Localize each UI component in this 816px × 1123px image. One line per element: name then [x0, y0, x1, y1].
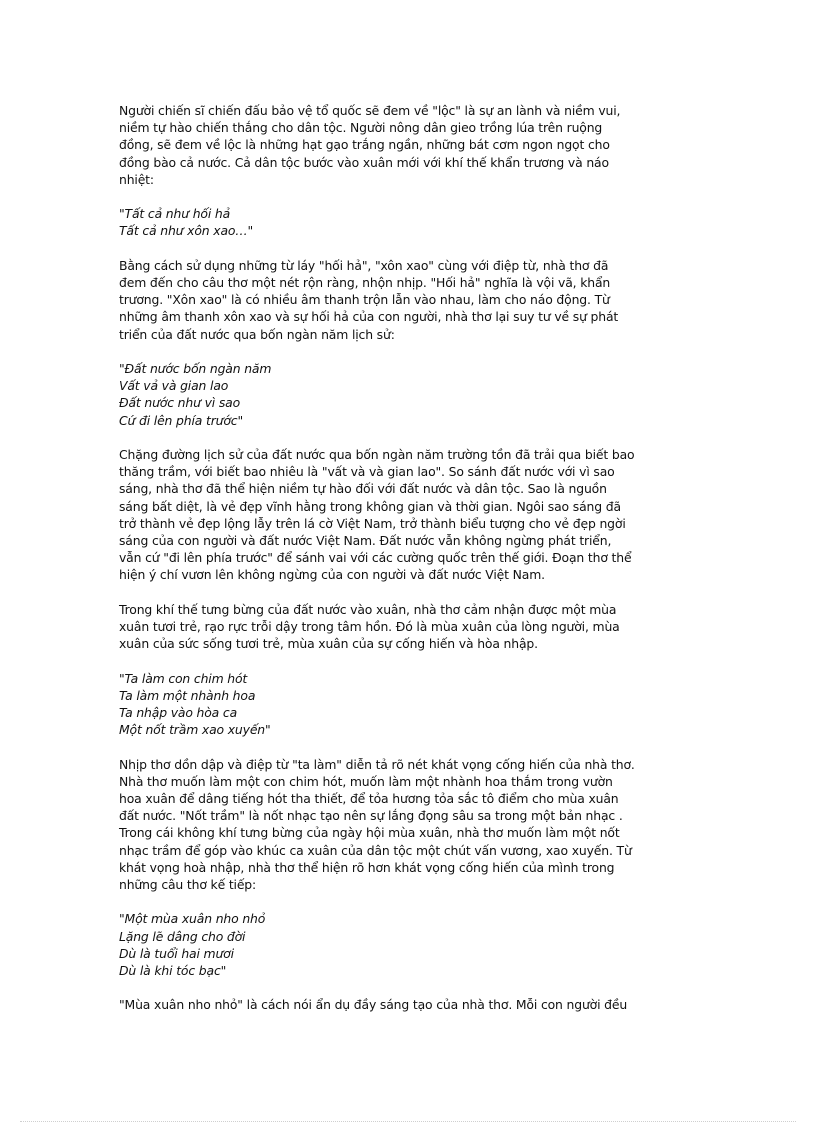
text-line: xuân của sức sống tươi trẻ, mùa xuân của sự cống hiến và hòa nhập. — [119, 636, 538, 652]
text-line: sáng của con người và đất nước Việt Nam. Đất nước vẫn không ngừng phát triển, — [119, 533, 612, 549]
text-line: xuân tươi trẻ, rạo rực trỗi dậy trong tâm hồn. Đó là mùa xuân của lòng người, mùa — [119, 619, 620, 635]
poem-line: Ta nhập vào hòa ca — [119, 705, 238, 721]
poem-line: Một nốt trầm xao xuyến" — [119, 722, 271, 738]
text-line: trương. "Xôn xao" là có nhiều âm thanh trộn lẫn vào nhau, làm cho náo động. Từ — [119, 292, 610, 308]
poem-line: "Một mùa xuân nho nhỏ — [119, 911, 266, 927]
text-line: Nhà thơ muốn làm một con chim hót, muốn làm một nhành hoa thắm trong vườn — [119, 773, 613, 789]
text-line: nhiệt: — [119, 171, 154, 187]
text-line: những âm thanh xôn xao và sự hối hả của con người, nhà thơ lại suy tư về sự phát — [119, 309, 619, 325]
poem-line: Dù là khi tóc bạc" — [119, 963, 227, 979]
text-line: đồng bào cả nước. Cả dân tộc bước vào xuân mới với khí thế khẩn trương và náo — [119, 154, 609, 170]
text-line: nhạc trầm để góp vào khúc ca xuân của dân tộc một chút vấn vương, xao xuyến. Từ — [119, 842, 632, 858]
page-bottom-divider — [20, 1121, 796, 1122]
text-line: những câu thơ kế tiếp: — [119, 877, 257, 893]
paragraph — [119, 102, 704, 188]
poem-stanza — [119, 360, 704, 429]
poem-line: "Ta làm con chim hót — [119, 670, 248, 686]
text-line: Chặng đường lịch sử của đất nước qua bốn ngàn năm trường tồn đã trải qua biết bao — [119, 447, 635, 462]
text-line: đem đến cho câu thơ một nét rộn ràng, nhộn nhịp. "Hối hả" nghĩa là vội vã, khẩn — [119, 275, 611, 290]
poem-line: Cứ đi lên phía trước" — [119, 412, 243, 428]
text-line: thăng trầm, với biết bao nhiêu là "vất và và gian lao". So sánh đất nước với vì sao — [119, 464, 615, 480]
text-line: vẫn cứ "đi lên phía trước" để sánh vai với các cường quốc trên thế giới. Đoạn thơ thể — [119, 550, 632, 566]
paragraph — [119, 257, 704, 343]
poem-line: Vất vả và gian lao — [119, 378, 229, 394]
paragraph — [119, 996, 704, 1013]
text-line: Bằng cách sử dụng những từ láy "hối hả", "xôn xao" cùng với điệp từ, nhà thơ đã — [119, 257, 609, 273]
poem-line: Lặng lẽ dâng cho đời — [119, 928, 246, 944]
text-line: sáng, nhà thơ đã thể hiện niềm tự hào đối với đất nước và dân tộc. Sao là nguồn — [119, 481, 607, 497]
text-line: Trong cái không khí tưng bừng của ngày hội mùa xuân, nhà thơ muốn làm một nốt — [119, 825, 620, 841]
text-line: đồng, sẽ đem về lộc là những hạt gạo trắng ngần, những bát cơm ngon ngọt cho — [119, 137, 610, 153]
text-line: khát vọng hoà nhập, nhà thơ thể hiện rõ hơn khát vọng cống hiến của mình trong — [119, 859, 615, 875]
paragraph — [119, 756, 704, 894]
poem-line: "Tất cả như hối hả — [119, 206, 231, 222]
paragraph — [119, 601, 704, 653]
text-line: hoa xuân để dâng tiếng hót tha thiết, để tỏa hương tỏa sắc tô điểm cho mùa xuân — [119, 791, 619, 807]
text-line: Người chiến sĩ chiến đấu bảo vệ tổ quốc sẽ đem về "lộc" là sự an lành và niềm vui, — [119, 103, 621, 118]
text-line: trở thành vẻ đẹp lộng lẫy trên lá cờ Việt Nam, trở thành biểu tượng cho vẻ đẹp ngời — [119, 515, 626, 531]
poem-line: Tất cả như xôn xao…" — [119, 223, 254, 239]
poem-stanza — [119, 670, 704, 739]
text-line: sáng bất diệt, là vẻ đẹp vĩnh hằng trong không gian và thời gian. Ngôi sao sáng đã — [119, 498, 621, 514]
poem-stanza — [119, 910, 704, 979]
text-line: "Mùa xuân nho nhỏ" là cách nói ẩn dụ đầy sáng tạo của nhà thơ. Mỗi con người đều — [119, 997, 628, 1013]
text-line: đất nước. "Nốt trầm" là nốt nhạc tạo nên sự lắng đọng sâu sa trong một bản nhạc . — [119, 808, 623, 824]
poem-line: Ta làm một nhành hoa — [119, 687, 256, 703]
text-line: hiện ý chí vươn lên không ngừng của con người và đất nước Việt Nam. — [119, 567, 545, 583]
poem-stanza — [119, 205, 704, 239]
poem-line: "Đất nước bốn ngàn năm — [119, 361, 272, 376]
text-line: Nhịp thơ dồn dập và điệp từ "ta làm" diễn tả rõ nét khát vọng cống hiến của nhà thơ. — [119, 756, 635, 772]
poem-line: Dù là tuổi hai mươi — [119, 945, 234, 961]
document-body — [119, 102, 704, 1031]
paragraph — [119, 446, 704, 584]
poem-line: Đất nước như vì sao — [119, 395, 241, 411]
text-line: niềm tự hào chiến thắng cho dân tộc. Người nông dân gieo trồng lúa trên ruộng — [119, 120, 603, 136]
text-line: triển của đất nước qua bốn ngàn năm lịch sử: — [119, 326, 395, 342]
text-line: Trong khí thế tưng bừng của đất nước vào xuân, nhà thơ cảm nhận được một mùa — [119, 601, 617, 617]
